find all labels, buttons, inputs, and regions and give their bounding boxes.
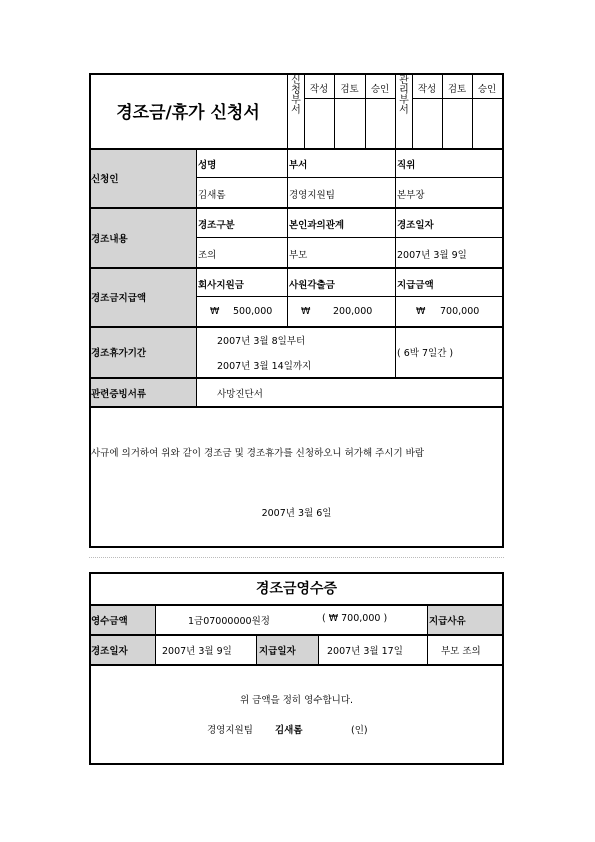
approval-header-line: [412, 98, 502, 99]
form2-border-right: [502, 572, 504, 765]
approval-applicant-review: 검토: [340, 84, 359, 95]
col-line: [287, 148, 288, 326]
reason-value: 부모 조의: [441, 646, 481, 657]
request-statement: 사규에 의거하여 위와 같이 경조금 및 경조휴가를 신청하오니 허가해 주시기 바랍: [91, 448, 425, 459]
amount-label: 영수금액: [91, 616, 128, 627]
row-line: [196, 296, 502, 297]
approval-applicant-side-label: 신청부서: [291, 75, 301, 116]
page-separator: [89, 557, 504, 558]
seal-mark: (인): [351, 725, 368, 736]
col-line: [395, 148, 396, 377]
receipt-title: 경조금영수증: [255, 581, 338, 597]
currency-symbol: ₩: [301, 306, 311, 317]
section-applicant: 신청인: [91, 174, 119, 185]
form2-border-bottom: [89, 763, 504, 765]
leave-application-form: [89, 73, 504, 548]
event-date-value: 2007년 3월 9일: [397, 250, 467, 261]
approval-manager-write: 작성: [417, 84, 437, 95]
signer-name: 김새롬: [275, 725, 303, 736]
approval-divider-main: [287, 73, 288, 148]
approval-manager-review: 검토: [447, 84, 467, 95]
col-line: [155, 604, 156, 634]
position-label: 직위: [397, 160, 416, 171]
form1-border-bottom: [89, 546, 504, 548]
staff-amount-label: 사원각출금: [289, 280, 335, 291]
leave-duration: ( 6박 7일간 ): [397, 348, 454, 359]
event-type-value: 조의: [198, 250, 217, 261]
event-date-label: 경조일자: [91, 646, 128, 657]
section-payment: 경조금지급액: [91, 293, 147, 304]
approval-applicant-write: 작성: [309, 84, 329, 95]
col-line: [318, 634, 319, 664]
company-amount-label: 회사지원금: [198, 280, 244, 291]
total-amount-label: 지급금액: [397, 280, 434, 291]
relation-label: 본인과의관계: [289, 220, 345, 231]
name-value: 김새롬: [198, 190, 226, 201]
relation-value: 부모: [289, 250, 308, 261]
approval-header-line: [304, 98, 395, 99]
col-line: [196, 148, 197, 406]
receipt-text: 위 금액을 정히 영수합니다.: [239, 695, 354, 706]
event-date-label: 경조일자: [397, 220, 434, 231]
col-line: [155, 634, 156, 664]
application-date: 2007년 3월 6일: [261, 508, 332, 519]
row-line: [196, 177, 502, 178]
pay-date-label: 지급일자: [259, 646, 296, 657]
row-line: [89, 406, 504, 408]
staff-amount-value: 200,000: [333, 306, 373, 317]
signer-dept: 경영지원팀: [207, 725, 253, 736]
approval-manager-approve: 승인: [477, 84, 497, 95]
reason-label: 지급사유: [429, 616, 466, 627]
section-event: 경조내용: [91, 234, 128, 245]
section-docs: 관련증빙서류: [91, 389, 147, 400]
row-line: [89, 664, 504, 666]
leave-to: 2007년 3월 14일까지: [217, 361, 312, 372]
form2-border-left: [89, 572, 91, 765]
receipt-form: [89, 572, 504, 765]
name-label: 성명: [198, 160, 217, 171]
form1-title: 경조금/휴가 신청서: [116, 103, 260, 123]
amount-text: 1금07000000원정: [188, 616, 270, 627]
event-date-value: 2007년 3월 9일: [162, 646, 232, 657]
company-amount-value: 500,000: [233, 306, 273, 317]
amount-number: ( ₩ 700,000 ): [322, 613, 388, 624]
position-value: 본부장: [397, 190, 425, 201]
approval-divider: [395, 73, 396, 148]
event-type-label: 경조구분: [198, 220, 235, 231]
approval-manager-side-label: 관리부서: [399, 75, 409, 116]
currency-symbol: ₩: [416, 306, 426, 317]
form2-border-top: [89, 572, 504, 574]
col-line: [427, 634, 428, 664]
currency-symbol: ₩: [210, 306, 220, 317]
row-line: [196, 237, 502, 238]
leave-from: 2007년 3월 8일부터: [217, 336, 306, 347]
dept-label: 부서: [289, 160, 308, 171]
docs-value: 사망진단서: [217, 389, 263, 400]
total-amount-value: 700,000: [440, 306, 480, 317]
form1-border-right: [502, 73, 504, 548]
dept-value: 경영지원팀: [289, 190, 335, 201]
pay-date-value: 2007년 3월 17일: [327, 646, 403, 657]
approval-applicant-approve: 승인: [370, 84, 390, 95]
section-leave: 경조휴가기간: [91, 348, 147, 359]
col-line: [427, 604, 428, 634]
